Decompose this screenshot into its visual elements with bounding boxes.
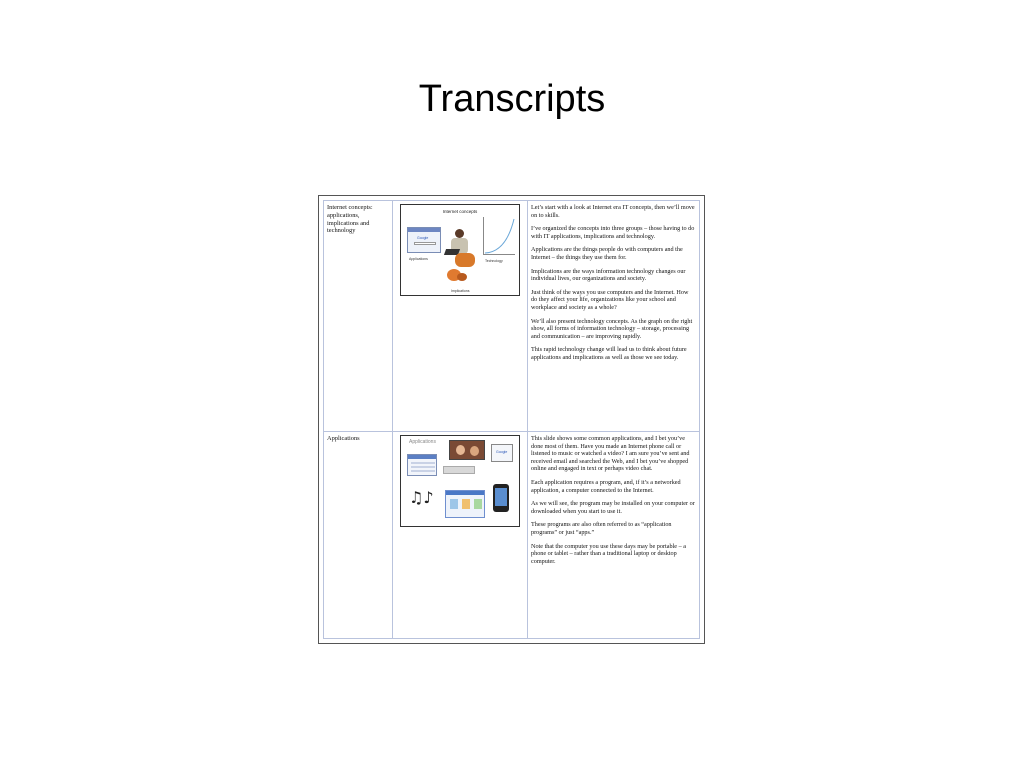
transcript-paragraph: This rapid technology change will lead us to think about future applications and implications as well as those we see today.: [531, 346, 687, 361]
table-row: [324, 201, 700, 432]
google-logo-label: Google: [417, 236, 429, 240]
topic-label: Internet concepts: applications, implications and technology: [327, 204, 373, 235]
implications-label: Implications: [451, 289, 470, 293]
transcript-text-cell: [528, 432, 700, 639]
table-row: [324, 432, 700, 639]
email-window-image: [407, 454, 437, 476]
transcript-paragraph: These programs are also often referred to as “application programs” or just “apps.”: [531, 521, 672, 536]
topic-label: Applications: [327, 435, 360, 442]
person-laptop-image: [445, 229, 475, 269]
transcript-paragraph: I’ve organized the concepts into three groups – those having to do with IT applications, implications and technology.: [531, 225, 695, 240]
keyboard-image: [443, 466, 475, 474]
thumbnail-cell: [393, 432, 528, 639]
transcript-paragraph: As we will see, the program may be installed on your computer or downloaded when you start to use it.: [531, 500, 695, 515]
shopping-page-image: [445, 490, 485, 518]
thumbnail-cell: [393, 201, 528, 432]
topic-cell: [324, 201, 393, 432]
transcript-paragraph: Let’s start with a look at Internet era IT concepts, then we’ll move on to skills.: [531, 204, 695, 219]
smartphone-image: [493, 484, 509, 512]
slide-thumbnail: [400, 204, 520, 296]
technology-graph-image: [483, 217, 515, 255]
transcript-paragraph: We’ll also present technology concepts. As the graph on the right show, all forms of information technology – storage, processing and communication – are improving rapidly.: [531, 317, 693, 340]
slide-title: Transcripts: [418, 78, 606, 120]
video-image: [449, 440, 485, 460]
thumbnail-title: Internet concepts: [442, 209, 478, 214]
transcript-table: [323, 200, 700, 639]
google-logo-label: Google: [496, 450, 508, 454]
applications-label: Applications: [409, 257, 428, 261]
technology-label: Technology: [485, 259, 503, 263]
transcript-document: [318, 195, 705, 644]
thumbnail-title: Applications: [409, 439, 436, 445]
transcript-paragraph: Each application requires a program, and, if it’s a networked application, a computer connected to the Internet.: [531, 478, 681, 494]
transcript-paragraph: Just think of the ways you use computers and the Internet. How do they affect your life, organizations like your school and workplace and society as a whole?: [531, 288, 689, 311]
transcript-paragraph: Note that the computer you use these days may be portable – a phone or tablet – rather than a traditional laptop or desktop computer.: [531, 542, 686, 565]
slide-thumbnail: [400, 435, 520, 527]
transcript-paragraph: Applications are the things people do with computers and the Internet – the things they use them for.: [531, 246, 683, 261]
topic-cell: [324, 432, 393, 639]
browser-window-image: [407, 227, 441, 253]
music-notes-icon: ♫♪: [409, 488, 434, 507]
transcript-paragraph: Implications are the ways information technology changes our individual lives, our organizations and society.: [531, 267, 686, 283]
transcript-paragraph: This slide shows some common applications, and I bet you’ve done most of them. Have you made an Internet phone call or listened to music or watched a video? I am sure you’ve sent and received email and searched the Web, and I bet you’ve shopped online and engaged in text or perhaps video chat.: [531, 435, 690, 473]
search-window-image: [491, 444, 513, 462]
transcript-text-cell: [528, 201, 700, 432]
implications-image: [445, 267, 469, 285]
